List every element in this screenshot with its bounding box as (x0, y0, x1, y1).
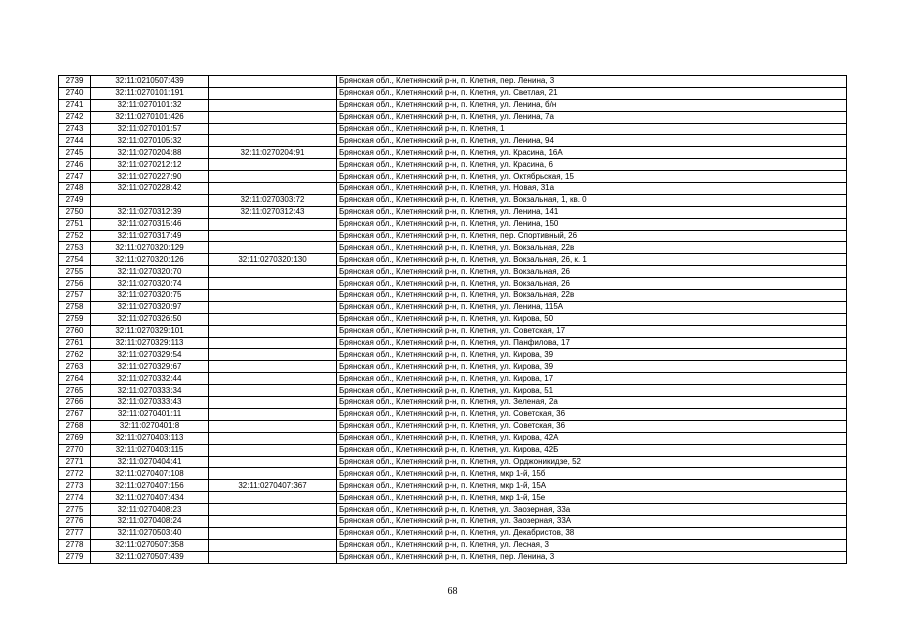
address-cell: Брянская обл., Клетнянский р-н, п. Клетня, ул. Новая, 31а (337, 183, 847, 195)
related-cadastral-number-cell: 32:11:0270312:43 (209, 206, 337, 218)
related-cadastral-number-cell (209, 183, 337, 195)
related-cadastral-number-cell (209, 527, 337, 539)
address-cell: Брянская обл., Клетнянский р-н, п. Клетня, ул. Светлая, 21 (337, 87, 847, 99)
cadastral-number-cell (91, 194, 209, 206)
address-cell: Брянская обл., Клетнянский р-н, п. Клетня, ул. Заозерная, 33А (337, 515, 847, 527)
table-row (59, 444, 847, 456)
row-number-cell: 2774 (59, 492, 91, 504)
address-cell: Брянская обл., Клетнянский р-н, п. Клетня, ул. Кирова, 42А (337, 432, 847, 444)
related-cadastral-number-cell (209, 504, 337, 516)
address-cell: Брянская обл., Клетнянский р-н, п. Клетня, ул. Советская, 36 (337, 420, 847, 432)
row-number-cell: 2748 (59, 183, 91, 195)
row-number-cell: 2766 (59, 397, 91, 409)
cadastral-number-cell: 32:11:0270403:115 (91, 444, 209, 456)
related-cadastral-number-cell (209, 111, 337, 123)
table-row (59, 539, 847, 551)
table-row (59, 206, 847, 218)
cadastral-number-cell: 32:11:0270317:49 (91, 230, 209, 242)
table-row (59, 111, 847, 123)
related-cadastral-number-cell (209, 87, 337, 99)
table-row (59, 527, 847, 539)
address-cell: Брянская обл., Клетнянский р-н, п. Клетня, пер. Ленина, 3 (337, 551, 847, 563)
related-cadastral-number-cell (209, 456, 337, 468)
related-cadastral-number-cell (209, 397, 337, 409)
cadastral-number-cell: 32:11:0270329:101 (91, 325, 209, 337)
cadastral-number-cell: 32:11:0210507:439 (91, 76, 209, 88)
cadastral-number-cell: 32:11:0270507:439 (91, 551, 209, 563)
related-cadastral-number-cell (209, 123, 337, 135)
cadastral-number-cell: 32:11:0270320:97 (91, 301, 209, 313)
cadastral-number-cell: 32:11:0270333:34 (91, 385, 209, 397)
related-cadastral-number-cell (209, 278, 337, 290)
address-cell: Брянская обл., Клетнянский р-н, п. Клетня, пер. Спортивный, 26 (337, 230, 847, 242)
table-row (59, 76, 847, 88)
address-cell: Брянская обл., Клетнянский р-н, п. Клетня, ул. Ленина, 7а (337, 111, 847, 123)
cadastral-number-cell: 32:11:0270320:74 (91, 278, 209, 290)
related-cadastral-number-cell (209, 551, 337, 563)
related-cadastral-number-cell (209, 301, 337, 313)
address-cell: Брянская обл., Клетнянский р-н, п. Клетня, ул. Кирова, 42Б (337, 444, 847, 456)
cadastral-number-cell: 32:11:0270228:42 (91, 183, 209, 195)
related-cadastral-number-cell (209, 468, 337, 480)
address-cell: Брянская обл., Клетнянский р-н, п. Клетня, ул. Зеленая, 2а (337, 397, 847, 409)
row-number-cell: 2756 (59, 278, 91, 290)
row-number-cell: 2754 (59, 254, 91, 266)
related-cadastral-number-cell (209, 492, 337, 504)
address-cell: Брянская обл., Клетнянский р-н, п. Клетня, ул. Октябрьская, 15 (337, 171, 847, 183)
table-row (59, 325, 847, 337)
row-number-cell: 2768 (59, 420, 91, 432)
table-row (59, 313, 847, 325)
row-number-cell: 2772 (59, 468, 91, 480)
table-row (59, 254, 847, 266)
address-cell: Брянская обл., Клетнянский р-н, п. Клетня, ул. Советская, 17 (337, 325, 847, 337)
address-cell: Брянская обл., Клетнянский р-н, п. Клетня, ул. Ленина, 141 (337, 206, 847, 218)
related-cadastral-number-cell (209, 135, 337, 147)
cadastral-number-cell: 32:11:0270404:41 (91, 456, 209, 468)
address-cell: Брянская обл., Клетнянский р-н, п. Клетня, 1 (337, 123, 847, 135)
address-cell: Брянская обл., Клетнянский р-н, п. Клетня, ул. Кирова, 50 (337, 313, 847, 325)
cadastral-number-cell: 32:11:0270407:156 (91, 480, 209, 492)
row-number-cell: 2775 (59, 504, 91, 516)
row-number-cell: 2741 (59, 99, 91, 111)
row-number-cell: 2751 (59, 218, 91, 230)
table-row (59, 361, 847, 373)
table-row (59, 408, 847, 420)
cadastral-number-cell: 32:11:0270105:32 (91, 135, 209, 147)
row-number-cell: 2779 (59, 551, 91, 563)
table-row (59, 480, 847, 492)
cadastral-number-cell: 32:11:0270320:129 (91, 242, 209, 254)
cadastral-number-cell: 32:11:0270101:32 (91, 99, 209, 111)
table-row (59, 147, 847, 159)
address-cell: Брянская обл., Клетнянский р-н, п. Клетня, ул. Вокзальная, 26 (337, 266, 847, 278)
row-number-cell: 2749 (59, 194, 91, 206)
related-cadastral-number-cell: 32:11:0270407:367 (209, 480, 337, 492)
cadastral-number-cell: 32:11:0270403:113 (91, 432, 209, 444)
address-cell: Брянская обл., Клетнянский р-н, п. Клетня, мкр 1-й, 15А (337, 480, 847, 492)
related-cadastral-number-cell (209, 515, 337, 527)
address-cell: Брянская обл., Клетнянский р-н, п. Клетня, ул. Ленина, б/н (337, 99, 847, 111)
row-number-cell: 2746 (59, 159, 91, 171)
address-cell: Брянская обл., Клетнянский р-н, п. Клетня, ул. Вокзальная, 22в (337, 242, 847, 254)
row-number-cell: 2770 (59, 444, 91, 456)
related-cadastral-number-cell (209, 99, 337, 111)
table-row (59, 159, 847, 171)
table-row (59, 230, 847, 242)
related-cadastral-number-cell (209, 325, 337, 337)
row-number-cell: 2744 (59, 135, 91, 147)
cadastral-number-cell: 32:11:0270329:67 (91, 361, 209, 373)
cadastral-number-cell: 32:11:0270227:90 (91, 171, 209, 183)
address-cell: Брянская обл., Клетнянский р-н, п. Клетня, ул. Кирова, 51 (337, 385, 847, 397)
table-row (59, 420, 847, 432)
cadastral-number-cell: 32:11:0270315:46 (91, 218, 209, 230)
cadastral-number-cell: 32:11:0270503:40 (91, 527, 209, 539)
table-row (59, 373, 847, 385)
cadastral-number-cell: 32:11:0270101:426 (91, 111, 209, 123)
row-number-cell: 2750 (59, 206, 91, 218)
related-cadastral-number-cell (209, 337, 337, 349)
cadastral-number-cell: 32:11:0270407:108 (91, 468, 209, 480)
cadastral-number-cell: 32:11:0270507:358 (91, 539, 209, 551)
address-cell: Брянская обл., Клетнянский р-н, п. Клетня, ул. Кирова, 17 (337, 373, 847, 385)
table-row (59, 171, 847, 183)
cadastral-number-cell: 32:11:0270333:43 (91, 397, 209, 409)
address-cell: Брянская обл., Клетнянский р-н, п. Клетня, ул. Кирова, 39 (337, 361, 847, 373)
address-cell: Брянская обл., Клетнянский р-н, п. Клетня, ул. Орджоникидзе, 52 (337, 456, 847, 468)
table-row (59, 123, 847, 135)
row-number-cell: 2760 (59, 325, 91, 337)
related-cadastral-number-cell (209, 242, 337, 254)
cadastral-number-cell: 32:11:0270320:75 (91, 290, 209, 302)
related-cadastral-number-cell (209, 159, 337, 171)
address-cell: Брянская обл., Клетнянский р-н, п. Клетня, ул. Лесная, 3 (337, 539, 847, 551)
cadastral-number-cell: 32:11:0270408:24 (91, 515, 209, 527)
cadastral-number-cell: 32:11:0270332:44 (91, 373, 209, 385)
address-cell: Брянская обл., Клетнянский р-н, п. Клетня, ул. Кирова, 39 (337, 349, 847, 361)
table-row (59, 337, 847, 349)
row-number-cell: 2745 (59, 147, 91, 159)
address-cell: Брянская обл., Клетнянский р-н, п. Клетня, ул. Ленина, 115А (337, 301, 847, 313)
row-number-cell: 2753 (59, 242, 91, 254)
address-cell: Брянская обл., Клетнянский р-н, п. Клетня, ул. Ленина, 94 (337, 135, 847, 147)
row-number-cell: 2739 (59, 76, 91, 88)
cadastral-number-cell: 32:11:0270401:8 (91, 420, 209, 432)
related-cadastral-number-cell (209, 444, 337, 456)
row-number-cell: 2777 (59, 527, 91, 539)
related-cadastral-number-cell (209, 218, 337, 230)
address-cell: Брянская обл., Клетнянский р-н, п. Клетня, ул. Вокзальная, 26, к. 1 (337, 254, 847, 266)
address-cell: Брянская обл., Клетнянский р-н, п. Клетня, ул. Декабристов, 38 (337, 527, 847, 539)
table-row (59, 349, 847, 361)
row-number-cell: 2765 (59, 385, 91, 397)
related-cadastral-number-cell (209, 76, 337, 88)
row-number-cell: 2778 (59, 539, 91, 551)
address-cell: Брянская обл., Клетнянский р-н, п. Клетня, ул. Советская, 36 (337, 408, 847, 420)
row-number-cell: 2763 (59, 361, 91, 373)
cadastral-number-cell: 32:11:0270329:54 (91, 349, 209, 361)
table-row (59, 492, 847, 504)
related-cadastral-number-cell: 32:11:0270320:130 (209, 254, 337, 266)
cadastral-number-cell: 32:11:0270101:191 (91, 87, 209, 99)
cadastral-number-cell: 32:11:0270101:57 (91, 123, 209, 135)
table-row (59, 456, 847, 468)
row-number-cell: 2767 (59, 408, 91, 420)
cadastral-number-cell: 32:11:0270204:88 (91, 147, 209, 159)
related-cadastral-number-cell (209, 171, 337, 183)
cadastral-number-cell: 32:11:0270320:126 (91, 254, 209, 266)
related-cadastral-number-cell: 32:11:0270303:72 (209, 194, 337, 206)
related-cadastral-number-cell (209, 230, 337, 242)
table-row (59, 515, 847, 527)
registry-table-body (59, 76, 847, 564)
row-number-cell: 2747 (59, 171, 91, 183)
table-row (59, 135, 847, 147)
address-cell: Брянская обл., Клетнянский р-н, п. Клетня, ул. Вокзальная, 26 (337, 278, 847, 290)
related-cadastral-number-cell (209, 432, 337, 444)
page-number: 68 (447, 586, 458, 597)
table-row (59, 218, 847, 230)
table-row (59, 397, 847, 409)
cadastral-number-cell: 32:11:0270407:434 (91, 492, 209, 504)
row-number-cell: 2757 (59, 290, 91, 302)
row-number-cell: 2762 (59, 349, 91, 361)
row-number-cell: 2743 (59, 123, 91, 135)
address-cell: Брянская обл., Клетнянский р-н, п. Клетня, мкр 1-й, 15е (337, 492, 847, 504)
address-cell: Брянская обл., Клетнянский р-н, п. Клетня, ул. Красина, 6 (337, 159, 847, 171)
table-row (59, 87, 847, 99)
table-row (59, 278, 847, 290)
table-row (59, 385, 847, 397)
row-number-cell: 2761 (59, 337, 91, 349)
row-number-cell: 2759 (59, 313, 91, 325)
cadastral-number-cell: 32:11:0270408:23 (91, 504, 209, 516)
address-cell: Брянская обл., Клетнянский р-н, п. Клетня, ул. Ленина, 150 (337, 218, 847, 230)
table-row (59, 468, 847, 480)
related-cadastral-number-cell (209, 313, 337, 325)
cadastral-number-cell: 32:11:0270401:11 (91, 408, 209, 420)
related-cadastral-number-cell (209, 373, 337, 385)
row-number-cell: 2755 (59, 266, 91, 278)
related-cadastral-number-cell (209, 385, 337, 397)
address-cell: Брянская обл., Клетнянский р-н, п. Клетня, ул. Заозерная, 33а (337, 504, 847, 516)
row-number-cell: 2769 (59, 432, 91, 444)
row-number-cell: 2773 (59, 480, 91, 492)
table-row (59, 290, 847, 302)
table-row (59, 301, 847, 313)
cadastral-number-cell: 32:11:0270329:113 (91, 337, 209, 349)
related-cadastral-number-cell (209, 539, 337, 551)
address-cell: Брянская обл., Клетнянский р-н, п. Клетня, ул. Вокзальная, 22в (337, 290, 847, 302)
table-row (59, 242, 847, 254)
table-row (59, 194, 847, 206)
row-number-cell: 2764 (59, 373, 91, 385)
related-cadastral-number-cell (209, 361, 337, 373)
address-cell: Брянская обл., Клетнянский р-н, п. Клетня, мкр 1-й, 15б (337, 468, 847, 480)
registry-table (58, 75, 847, 564)
table-row (59, 432, 847, 444)
row-number-cell: 2742 (59, 111, 91, 123)
row-number-cell: 2758 (59, 301, 91, 313)
table-row (59, 504, 847, 516)
cadastral-number-cell: 32:11:0270326:50 (91, 313, 209, 325)
table-row (59, 266, 847, 278)
table-row (59, 99, 847, 111)
address-cell: Брянская обл., Клетнянский р-н, п. Клетня, ул. Панфилова, 17 (337, 337, 847, 349)
address-cell: Брянская обл., Клетнянский р-н, п. Клетня, пер. Ленина, 3 (337, 76, 847, 88)
related-cadastral-number-cell (209, 408, 337, 420)
row-number-cell: 2771 (59, 456, 91, 468)
cadastral-number-cell: 32:11:0270212:12 (91, 159, 209, 171)
related-cadastral-number-cell (209, 420, 337, 432)
row-number-cell: 2740 (59, 87, 91, 99)
row-number-cell: 2752 (59, 230, 91, 242)
related-cadastral-number-cell (209, 290, 337, 302)
row-number-cell: 2776 (59, 515, 91, 527)
address-cell: Брянская обл., Клетнянский р-н, п. Клетня, ул. Красина, 16А (337, 147, 847, 159)
related-cadastral-number-cell (209, 349, 337, 361)
cadastral-number-cell: 32:11:0270320:70 (91, 266, 209, 278)
address-cell: Брянская обл., Клетнянский р-н, п. Клетня, ул. Вокзальная, 1, кв. 0 (337, 194, 847, 206)
related-cadastral-number-cell: 32:11:0270204:91 (209, 147, 337, 159)
related-cadastral-number-cell (209, 266, 337, 278)
table-row (59, 551, 847, 563)
table-row (59, 183, 847, 195)
cadastral-number-cell: 32:11:0270312:39 (91, 206, 209, 218)
